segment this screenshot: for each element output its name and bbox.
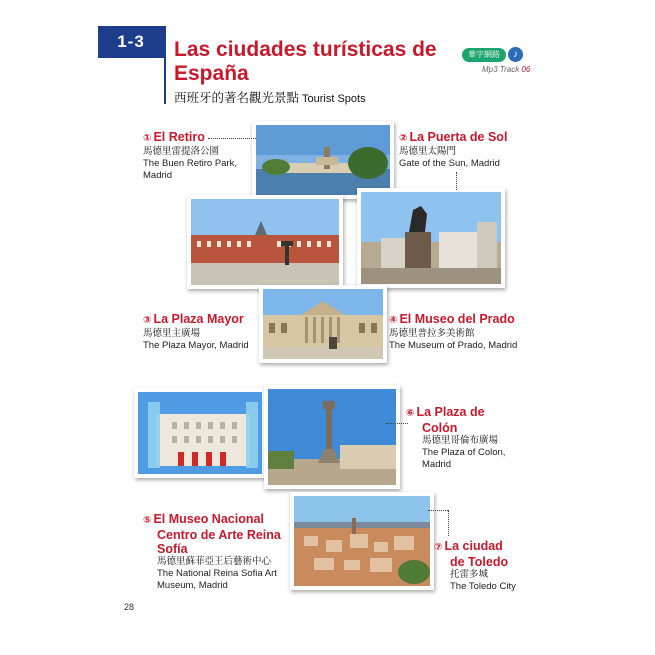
page-title bbox=[174, 38, 454, 86]
spot-name-en: Gate of the Sun, Madrid bbox=[399, 158, 500, 169]
spot-label-plaza-de-colon bbox=[406, 405, 516, 471]
subtitle-zh: 西班牙的著名觀光景點 bbox=[174, 91, 300, 105]
spot-name-zh: 馬德里蘇菲亞王后藝術中心 bbox=[157, 556, 272, 567]
spot-label-reina-sofia bbox=[143, 512, 293, 592]
audio-badge[interactable] bbox=[462, 46, 523, 64]
spot-name-en: The Plaza of Colon, Madrid bbox=[422, 447, 506, 470]
spot-name: El Retiro bbox=[153, 130, 205, 144]
spot-name-en: The Museum of Prado, Madrid bbox=[389, 340, 518, 351]
leader-line bbox=[456, 172, 457, 190]
spot-label-plaza-mayor bbox=[143, 312, 251, 352]
photo-museo-del-prado bbox=[259, 285, 387, 363]
music-disc-icon: ♪ bbox=[508, 47, 523, 62]
page-number: 28 bbox=[124, 602, 135, 612]
spot-name-line1: La ciudad bbox=[444, 539, 503, 553]
photo-toledo bbox=[290, 492, 434, 590]
spot-name-line2: Centro de Arte Reina bbox=[157, 528, 281, 542]
mp3-track bbox=[482, 65, 530, 74]
spot-label-el-retiro bbox=[143, 130, 253, 182]
spot-name-en-line1: The National Reina Sofia Art bbox=[157, 568, 277, 579]
leader-line bbox=[448, 510, 449, 536]
spot-name-line1: El Museo Nacional bbox=[153, 512, 264, 526]
spot-number: ③ bbox=[143, 315, 152, 326]
leader-line bbox=[386, 423, 408, 424]
spot-label-puerta-del-sol bbox=[399, 130, 517, 170]
spot-name-line3: Sofía bbox=[157, 542, 188, 556]
photo-plaza-de-colon bbox=[264, 385, 400, 489]
spot-number: ⑦ bbox=[434, 542, 443, 553]
photo-plaza-mayor bbox=[187, 195, 343, 289]
spot-name-zh: 托雷多城 bbox=[450, 569, 489, 580]
spot-name-en: The Toledo City bbox=[450, 581, 516, 592]
spot-name-zh: 馬德里普拉多美術館 bbox=[389, 328, 475, 339]
mp3-track-number: 06 bbox=[521, 65, 531, 74]
audio-badge-label: 華字網路 bbox=[462, 48, 506, 62]
spot-name: La Puerta de Sol bbox=[409, 130, 508, 144]
spot-name-en: The Plaza Mayor, Madrid bbox=[143, 340, 249, 351]
spot-name-zh: 馬德里主廣場 bbox=[143, 328, 201, 339]
spot-name-line2: Colón bbox=[422, 421, 458, 435]
spot-name-en-line2: Museum, Madrid bbox=[157, 580, 228, 591]
spot-label-museo-del-prado bbox=[389, 312, 519, 352]
title-divider bbox=[164, 26, 166, 104]
spot-name: El Museo del Prado bbox=[399, 312, 515, 326]
subtitle-en: Tourist Spots bbox=[302, 93, 366, 105]
spot-name: La Plaza Mayor bbox=[153, 312, 244, 326]
page-title-line2: España bbox=[174, 62, 249, 85]
spot-name-zh: 馬德里太陽門 bbox=[399, 146, 457, 157]
spot-name-zh: 馬德里雷提洛公園 bbox=[143, 146, 220, 157]
page-subtitle bbox=[174, 88, 366, 106]
spot-name-line2: de Toledo bbox=[450, 555, 509, 569]
spot-name-line1: La Plaza de bbox=[416, 405, 485, 419]
section-number: 1-3 bbox=[117, 32, 145, 51]
spot-number: ④ bbox=[389, 315, 398, 326]
mp3-track-label: Mp3 Track bbox=[482, 65, 520, 74]
leader-line bbox=[428, 510, 448, 511]
page-title-line1: Las ciudades turísticas de bbox=[174, 38, 437, 61]
spot-number: ① bbox=[143, 133, 152, 144]
spot-name-zh: 馬德里哥倫布廣場 bbox=[422, 435, 499, 446]
spot-name-en: The Buen Retiro Park, Madrid bbox=[143, 158, 237, 181]
section-number-box bbox=[98, 26, 164, 58]
spot-label-toledo bbox=[434, 539, 530, 593]
spot-number: ⑥ bbox=[406, 408, 415, 419]
photo-puerta-del-sol bbox=[357, 188, 505, 288]
spot-number: ⑤ bbox=[143, 515, 152, 526]
photo-reina-sofia bbox=[134, 388, 266, 478]
spot-number: ② bbox=[399, 133, 408, 144]
